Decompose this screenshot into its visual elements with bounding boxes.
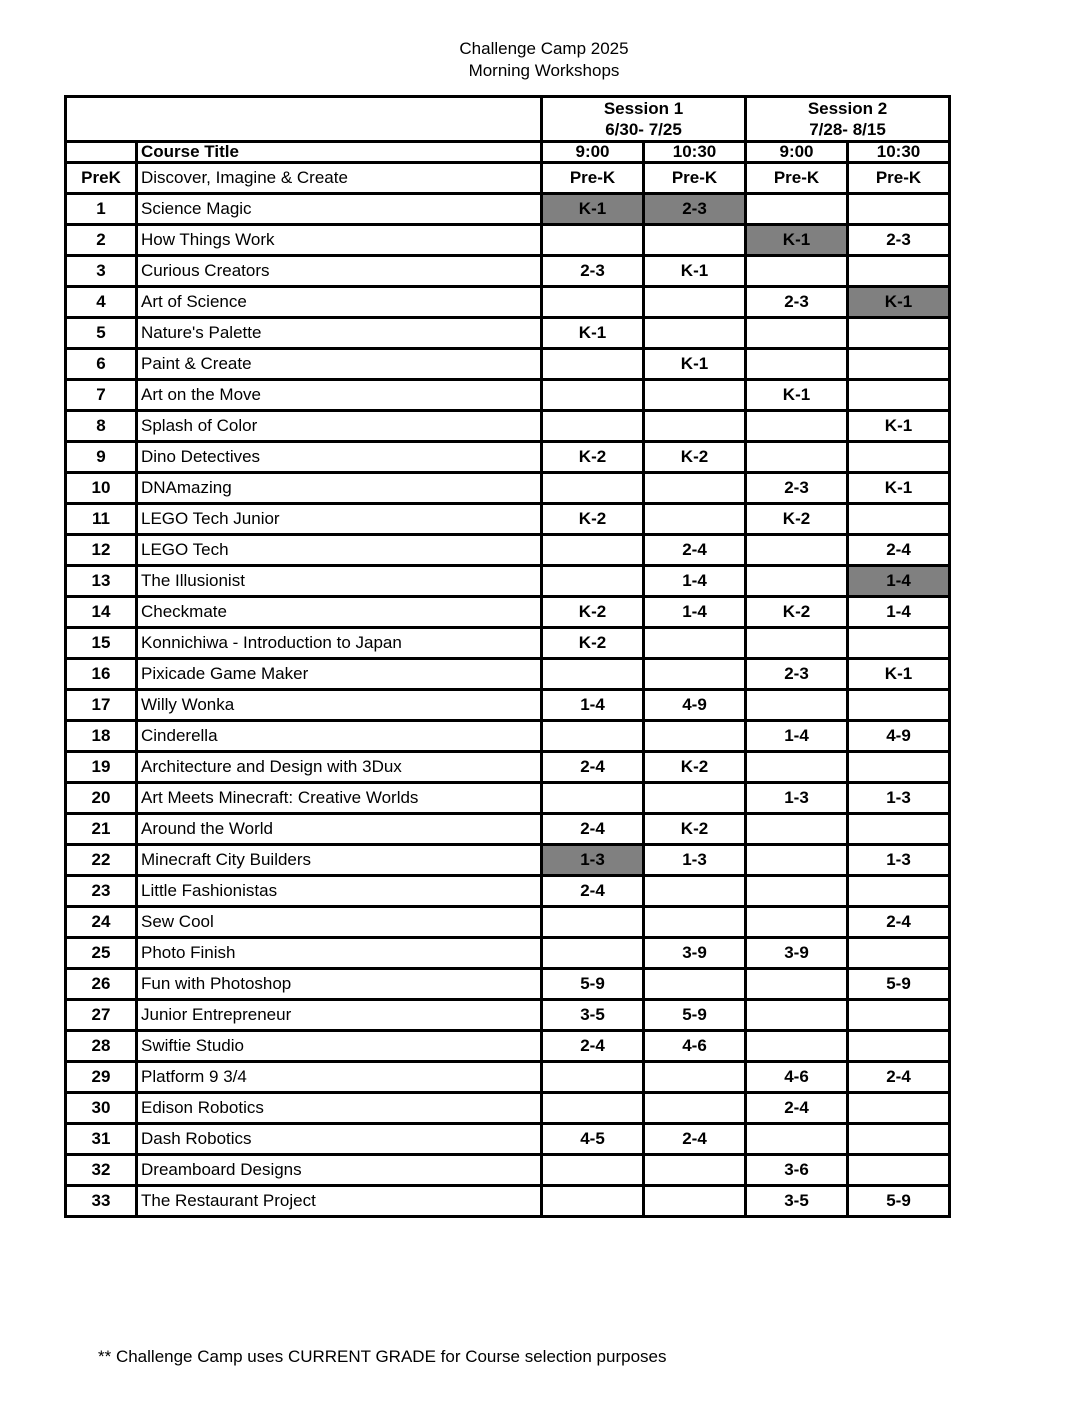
course-number: 16: [66, 659, 137, 690]
grade-cell-session-2-1030: K-1: [848, 411, 950, 442]
course-number: 27: [66, 1000, 137, 1031]
grade-cell-session-2-900: [746, 256, 848, 287]
course-title: Junior Entrepreneur: [137, 1000, 542, 1031]
table-row: [66, 380, 950, 411]
course-number: 3: [66, 256, 137, 287]
column-header-row: [66, 142, 950, 163]
grade-cell-session-2-1030: Pre-K: [848, 163, 950, 194]
course-title: Around the World: [137, 814, 542, 845]
course-number: 11: [66, 504, 137, 535]
grade-cell-session-1-900: [542, 1093, 644, 1124]
grade-cell-session-1-900: [542, 349, 644, 380]
grade-cell-session-2-900: [746, 1000, 848, 1031]
header-blank-cell: [66, 97, 542, 142]
table-row: [66, 876, 950, 907]
table-row: [66, 845, 950, 876]
course-title: Dash Robotics: [137, 1124, 542, 1155]
grade-cell-session-1-900: [542, 535, 644, 566]
grade-cell-session-2-900: [746, 752, 848, 783]
course-title: Architecture and Design with 3Dux: [137, 752, 542, 783]
document-subtitle: Morning Workshops: [468, 61, 620, 80]
grade-cell-session-1-900: [542, 783, 644, 814]
course-number: 14: [66, 597, 137, 628]
grade-cell-session-2-900: [746, 194, 848, 225]
grade-cell-session-2-900: [746, 907, 848, 938]
course-number: 29: [66, 1062, 137, 1093]
grade-cell-session-1-900: 2-4: [542, 814, 644, 845]
grade-cell-session-2-1030: K-1: [848, 659, 950, 690]
grade-cell-session-1-1030: 4-9: [644, 690, 746, 721]
table-row: [66, 907, 950, 938]
grade-cell-session-2-900: 2-3: [746, 287, 848, 318]
session-2-header: [746, 97, 950, 142]
grade-cell-session-2-900: 2-3: [746, 659, 848, 690]
grade-cell-session-2-1030: [848, 1124, 950, 1155]
grade-cell-session-2-900: [746, 628, 848, 659]
grade-cell-session-1-1030: K-2: [644, 442, 746, 473]
table-row: [66, 349, 950, 380]
grade-cell-session-2-1030: K-1: [848, 287, 950, 318]
table-row: [66, 1186, 950, 1217]
course-title: LEGO Tech: [137, 535, 542, 566]
table-row: [66, 225, 950, 256]
grade-cell-session-1-900: [542, 287, 644, 318]
course-number: 31: [66, 1124, 137, 1155]
grade-cell-session-2-900: Pre-K: [746, 163, 848, 194]
session-2-time-1030: 10:30: [848, 142, 950, 163]
grade-cell-session-2-1030: 1-4: [848, 566, 950, 597]
course-number: 33: [66, 1186, 137, 1217]
grade-cell-session-2-900: [746, 814, 848, 845]
grade-cell-session-1-900: 2-4: [542, 752, 644, 783]
course-number: 28: [66, 1031, 137, 1062]
course-title: Science Magic: [137, 194, 542, 225]
course-number: 30: [66, 1093, 137, 1124]
session-1-name: Session 1: [603, 99, 684, 118]
course-title: Art Meets Minecraft: Creative Worlds: [137, 783, 542, 814]
course-number: 5: [66, 318, 137, 349]
grade-cell-session-1-900: [542, 1186, 644, 1217]
course-title: Paint & Create: [137, 349, 542, 380]
grade-cell-session-1-900: K-2: [542, 628, 644, 659]
table-row: [66, 318, 950, 349]
course-title: Konnichiwa - Introduction to Japan: [137, 628, 542, 659]
grade-cell-session-2-900: [746, 690, 848, 721]
course-title: Pixicade Game Maker: [137, 659, 542, 690]
grade-cell-session-1-900: 1-3: [542, 845, 644, 876]
grade-cell-session-1-1030: [644, 628, 746, 659]
course-title: Nature's Palette: [137, 318, 542, 349]
grade-cell-session-2-900: K-1: [746, 225, 848, 256]
grade-cell-session-1-900: 4-5: [542, 1124, 644, 1155]
grade-cell-session-2-1030: [848, 380, 950, 411]
grade-cell-session-1-900: [542, 411, 644, 442]
course-title: Fun with Photoshop: [137, 969, 542, 1000]
grade-cell-session-1-900: 5-9: [542, 969, 644, 1000]
grade-cell-session-1-900: [542, 938, 644, 969]
course-title: Photo Finish: [137, 938, 542, 969]
table-row: [66, 442, 950, 473]
grade-cell-session-2-1030: [848, 1155, 950, 1186]
grade-cell-session-2-1030: 5-9: [848, 969, 950, 1000]
grade-cell-session-1-900: 2-4: [542, 1031, 644, 1062]
course-number: 9: [66, 442, 137, 473]
grade-cell-session-2-1030: [848, 504, 950, 535]
grade-cell-session-2-1030: K-1: [848, 473, 950, 504]
course-number: 26: [66, 969, 137, 1000]
grade-cell-session-2-1030: [848, 690, 950, 721]
grade-cell-session-2-900: 2-3: [746, 473, 848, 504]
course-title: Platform 9 3/4: [137, 1062, 542, 1093]
grade-cell-session-1-1030: 1-3: [644, 845, 746, 876]
grade-cell-session-1-1030: 1-4: [644, 566, 746, 597]
table-row: [66, 194, 950, 225]
table-row: [66, 814, 950, 845]
grade-cell-session-2-900: K-2: [746, 597, 848, 628]
table-row: [66, 752, 950, 783]
table-row: [66, 659, 950, 690]
course-number: 18: [66, 721, 137, 752]
table-row: [66, 1031, 950, 1062]
course-title: Discover, Imagine & Create: [137, 163, 542, 194]
grade-cell-session-2-1030: 2-4: [848, 1062, 950, 1093]
grade-cell-session-2-1030: [848, 1031, 950, 1062]
grade-cell-session-2-900: K-2: [746, 504, 848, 535]
session-1-header: [542, 97, 746, 142]
course-title-header: Course Title: [137, 142, 542, 163]
course-title: Art on the Move: [137, 380, 542, 411]
table-row: [66, 690, 950, 721]
grade-cell-session-1-1030: [644, 659, 746, 690]
grade-cell-session-1-1030: K-1: [644, 349, 746, 380]
course-title: Cinderella: [137, 721, 542, 752]
course-title: LEGO Tech Junior: [137, 504, 542, 535]
grade-cell-session-2-1030: 1-4: [848, 597, 950, 628]
grade-cell-session-2-1030: 1-3: [848, 845, 950, 876]
grade-cell-session-1-1030: 2-4: [644, 1124, 746, 1155]
grade-cell-session-2-900: [746, 318, 848, 349]
course-number: PreK: [66, 163, 137, 194]
grade-cell-session-2-1030: [848, 814, 950, 845]
grade-cell-session-1-1030: [644, 318, 746, 349]
grade-cell-session-1-1030: [644, 473, 746, 504]
table-row: [66, 938, 950, 969]
table-row: [66, 1000, 950, 1031]
course-number: 15: [66, 628, 137, 659]
document-title: Challenge Camp 2025: [459, 39, 629, 58]
course-title: Swiftie Studio: [137, 1031, 542, 1062]
grade-cell-session-1-1030: 4-6: [644, 1031, 746, 1062]
grade-cell-session-1-900: Pre-K: [542, 163, 644, 194]
grade-cell-session-2-900: [746, 442, 848, 473]
grade-cell-session-1-900: [542, 1062, 644, 1093]
grade-cell-session-1-900: K-2: [542, 504, 644, 535]
grade-cell-session-2-1030: [848, 876, 950, 907]
table-row: [66, 1093, 950, 1124]
table-row: [66, 783, 950, 814]
grade-cell-session-1-900: [542, 566, 644, 597]
table-row: [66, 566, 950, 597]
grade-cell-session-1-1030: [644, 504, 746, 535]
grade-cell-session-1-900: 1-4: [542, 690, 644, 721]
course-title: Sew Cool: [137, 907, 542, 938]
grade-cell-session-2-900: 3-6: [746, 1155, 848, 1186]
grade-cell-session-1-1030: [644, 411, 746, 442]
grade-cell-session-1-1030: [644, 225, 746, 256]
grade-cell-session-2-900: [746, 349, 848, 380]
grade-cell-session-2-900: [746, 969, 848, 1000]
course-number: 19: [66, 752, 137, 783]
grade-cell-session-1-1030: [644, 1062, 746, 1093]
grade-cell-session-2-900: [746, 876, 848, 907]
grade-cell-session-2-1030: 5-9: [848, 1186, 950, 1217]
grade-cell-session-1-1030: [644, 380, 746, 411]
grade-cell-session-2-900: K-1: [746, 380, 848, 411]
grade-cell-session-1-900: [542, 473, 644, 504]
grade-cell-session-2-900: 4-6: [746, 1062, 848, 1093]
table-row: [66, 256, 950, 287]
grade-cell-session-1-900: [542, 380, 644, 411]
table-row: [66, 411, 950, 442]
document-header: [0, 38, 1088, 82]
course-title: The Illusionist: [137, 566, 542, 597]
grade-cell-session-1-900: 2-3: [542, 256, 644, 287]
grade-cell-session-2-900: [746, 535, 848, 566]
course-number: 2: [66, 225, 137, 256]
grade-cell-session-1-1030: 2-3: [644, 194, 746, 225]
course-number: 13: [66, 566, 137, 597]
course-number: 21: [66, 814, 137, 845]
session-1-time-900: 9:00: [542, 142, 644, 163]
grade-cell-session-2-900: 3-5: [746, 1186, 848, 1217]
grade-cell-session-2-1030: [848, 1000, 950, 1031]
course-number: 32: [66, 1155, 137, 1186]
grade-cell-session-1-900: 3-5: [542, 1000, 644, 1031]
course-number: 4: [66, 287, 137, 318]
table-row: [66, 1124, 950, 1155]
course-title: Art of Science: [137, 287, 542, 318]
course-title: Dreamboard Designs: [137, 1155, 542, 1186]
session-2-time-900: 9:00: [746, 142, 848, 163]
grade-cell-session-1-1030: K-2: [644, 814, 746, 845]
grade-cell-session-1-1030: [644, 287, 746, 318]
session-header-row: [66, 97, 950, 142]
grade-cell-session-2-900: [746, 1124, 848, 1155]
course-number: 17: [66, 690, 137, 721]
grade-cell-session-1-1030: 5-9: [644, 1000, 746, 1031]
course-number: 24: [66, 907, 137, 938]
table-row: [66, 163, 950, 194]
course-title: Checkmate: [137, 597, 542, 628]
grade-cell-session-1-1030: [644, 1186, 746, 1217]
course-number: 1: [66, 194, 137, 225]
course-number: 8: [66, 411, 137, 442]
session-2-name: Session 2: [807, 99, 888, 118]
grade-cell-session-2-1030: [848, 256, 950, 287]
grade-cell-session-1-900: K-2: [542, 442, 644, 473]
table-row: [66, 504, 950, 535]
grade-cell-session-2-1030: [848, 1093, 950, 1124]
grade-cell-session-2-1030: [848, 628, 950, 659]
footnote: ** Challenge Camp uses CURRENT GRADE for Course selection purposes: [98, 1347, 667, 1366]
grade-cell-session-1-1030: Pre-K: [644, 163, 746, 194]
grade-cell-session-1-900: 2-4: [542, 876, 644, 907]
grade-cell-session-1-900: [542, 721, 644, 752]
session-1-dates: 6/30- 7/25: [605, 120, 682, 139]
grade-cell-session-2-1030: [848, 318, 950, 349]
course-title: Curious Creators: [137, 256, 542, 287]
grade-cell-session-1-900: K-2: [542, 597, 644, 628]
grade-cell-session-2-900: [746, 1031, 848, 1062]
course-title: DNAmazing: [137, 473, 542, 504]
grade-cell-session-2-1030: 2-4: [848, 907, 950, 938]
table-row: [66, 1062, 950, 1093]
course-title: How Things Work: [137, 225, 542, 256]
grade-cell-session-1-1030: [644, 1093, 746, 1124]
grade-cell-session-1-900: [542, 907, 644, 938]
course-title: Minecraft City Builders: [137, 845, 542, 876]
grade-cell-session-1-1030: K-1: [644, 256, 746, 287]
table-row: [66, 721, 950, 752]
grade-cell-session-1-1030: 3-9: [644, 938, 746, 969]
table-row: [66, 969, 950, 1000]
course-title: Willy Wonka: [137, 690, 542, 721]
grade-cell-session-1-1030: K-2: [644, 752, 746, 783]
grade-cell-session-2-1030: [848, 194, 950, 225]
grade-cell-session-2-1030: [848, 938, 950, 969]
grade-cell-session-1-1030: [644, 783, 746, 814]
table-row: [66, 597, 950, 628]
course-number: 12: [66, 535, 137, 566]
session-1-time-1030: 10:30: [644, 142, 746, 163]
course-title: Splash of Color: [137, 411, 542, 442]
grade-cell-session-2-1030: [848, 442, 950, 473]
grade-cell-session-2-900: 2-4: [746, 1093, 848, 1124]
grade-cell-session-2-1030: [848, 349, 950, 380]
grade-cell-session-1-1030: 1-4: [644, 597, 746, 628]
number-column-header: [66, 142, 137, 163]
course-number: 22: [66, 845, 137, 876]
course-number: 25: [66, 938, 137, 969]
session-2-dates: 7/28- 8/15: [809, 120, 886, 139]
course-title: Edison Robotics: [137, 1093, 542, 1124]
grade-cell-session-2-1030: 2-4: [848, 535, 950, 566]
grade-cell-session-2-1030: [848, 752, 950, 783]
grade-cell-session-1-900: [542, 659, 644, 690]
table-row: [66, 473, 950, 504]
grade-cell-session-1-900: K-1: [542, 194, 644, 225]
grade-cell-session-1-1030: 2-4: [644, 535, 746, 566]
grade-cell-session-1-1030: [644, 907, 746, 938]
table-row: [66, 628, 950, 659]
grade-cell-session-1-1030: [644, 876, 746, 907]
grade-cell-session-2-900: 3-9: [746, 938, 848, 969]
grade-cell-session-2-900: [746, 845, 848, 876]
course-number: 7: [66, 380, 137, 411]
grade-cell-session-1-1030: [644, 721, 746, 752]
table-row: [66, 287, 950, 318]
course-title: Little Fashionistas: [137, 876, 542, 907]
course-number: 23: [66, 876, 137, 907]
course-number: 10: [66, 473, 137, 504]
grade-cell-session-2-1030: 2-3: [848, 225, 950, 256]
grade-cell-session-2-900: 1-4: [746, 721, 848, 752]
course-title: The Restaurant Project: [137, 1186, 542, 1217]
course-number: 20: [66, 783, 137, 814]
grade-cell-session-2-900: [746, 411, 848, 442]
table-row: [66, 535, 950, 566]
grade-cell-session-1-900: K-1: [542, 318, 644, 349]
grade-cell-session-1-900: [542, 1155, 644, 1186]
table-row: [66, 1155, 950, 1186]
course-title: Dino Detectives: [137, 442, 542, 473]
grade-cell-session-1-1030: [644, 1155, 746, 1186]
grade-cell-session-2-900: 1-3: [746, 783, 848, 814]
workshop-schedule-table: [64, 95, 951, 1218]
grade-cell-session-2-1030: 4-9: [848, 721, 950, 752]
grade-cell-session-2-1030: 1-3: [848, 783, 950, 814]
grade-cell-session-2-900: [746, 566, 848, 597]
grade-cell-session-1-1030: [644, 969, 746, 1000]
course-number: 6: [66, 349, 137, 380]
grade-cell-session-1-900: [542, 225, 644, 256]
